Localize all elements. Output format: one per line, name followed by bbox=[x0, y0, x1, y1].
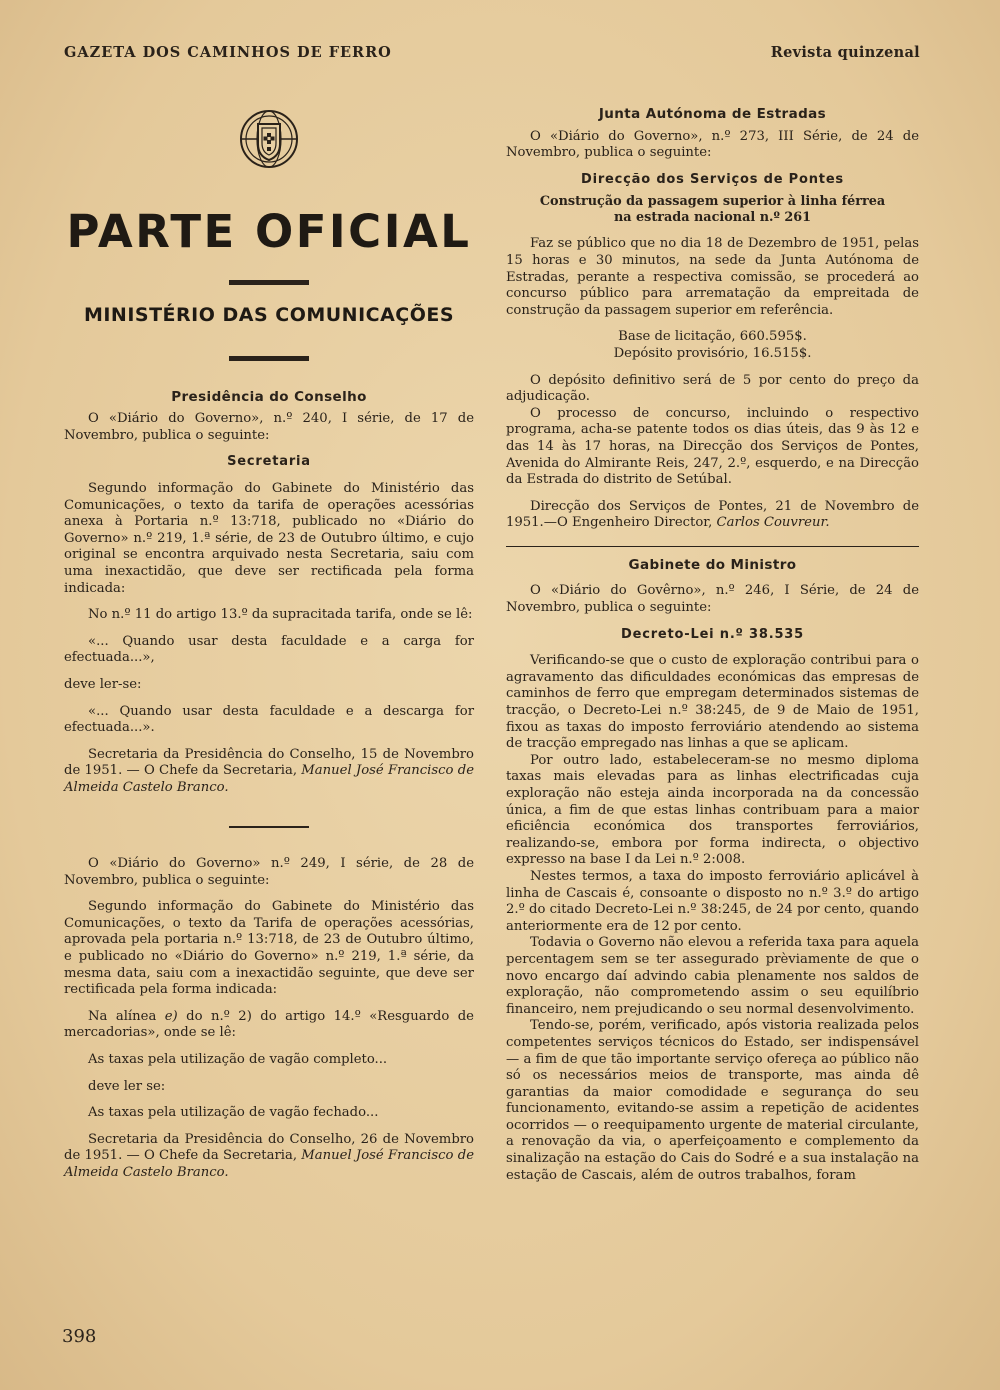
base-licitacao: Base de licitação, 660.595$. bbox=[618, 329, 807, 345]
ministry-title: MINISTÉRIO DAS COMUNICAÇÕES bbox=[83, 304, 455, 326]
decree-paragraph-2: Por outro lado, estabeleceram-se no mesmo diploma taxas mais elevadas para as linhas electrificadas cuja exploração não esteja ainda incorporada na da concessão única, a fim de que estas linhas contribuam para a maior eficiência económica dos transportes ferroviários, realizando-se, embora por forma indirecta, o objectivo expresso na base I da Lei n.º 2:008. bbox=[506, 752, 919, 868]
subheading-detail-line-2: na estrada nacional n.º 261 bbox=[613, 210, 812, 226]
signature-block-pontes bbox=[506, 499, 919, 532]
signature-name-2: Manuel José Francisco de Almeida Castelo Branco. bbox=[64, 1148, 474, 1180]
subheading-decreto: Decreto-Lei n.º 38.535 bbox=[621, 626, 804, 642]
signature-text-pontes: Direcção dos Serviços de Pontes, 21 de Novembro de 1951.—O Engenheiro Director, bbox=[506, 498, 919, 531]
paragraph-onde-se-le: No n.º 11 do artigo 13.º da supracitada tarifa, onde se lê: bbox=[88, 607, 473, 623]
subheading-detail-line-1: Construção da passagem superior à linha férrea bbox=[539, 194, 886, 210]
page-title: PARTE OFICIAL bbox=[66, 205, 472, 258]
paragraph-rectification-1: Segundo informação do Gabinete do Ministério das Comunicações, o texto da tarifa de operações acessórias anexa à Portaria n.º 13:718, publicado no «Diário do Governo» n.º 219, 1.ª série, de 23 de Outubro último, e cujo original se encontra arquivado nesta Secretaria, saiu com uma inexactidão, que deve ser rectificada pela forma indicada: bbox=[64, 480, 474, 596]
coat-of-arms-icon bbox=[238, 106, 300, 172]
intro-paragraph-1: O «Diário do Governo», n.º 240, I série, de 17 de Novembro, publica o seguinte: bbox=[64, 411, 474, 443]
left-column bbox=[64, 100, 474, 1181]
quote-original-2: As taxas pela utilização de vagão completo... bbox=[88, 1051, 388, 1067]
paragraph-concurso: Faz se público que no dia 18 de Dezembro de 1951, pelas 15 horas e 30 minutos, na sede da Junta Autónoma de Estradas, perante a respectiva comissão, se procederá ao concurso público para arrematação da empreitada de construção da passagem superior em referência. bbox=[506, 236, 919, 318]
quote-corrected-1: «... Quando usar desta faculdade e a descarga for efectuada...». bbox=[64, 703, 474, 736]
section-heading-presidencia: Presidência do Conselho bbox=[171, 388, 367, 405]
paragraph-deve-ler-se-2: deve ler se: bbox=[88, 1078, 166, 1094]
section-heading-junta: Junta Autónoma de Estradas bbox=[598, 106, 827, 122]
page-number: 398 bbox=[62, 1326, 97, 1347]
title-rule bbox=[229, 280, 309, 285]
decree-paragraph-5: Tendo-se, porém, verificado, após vistoria realizada pelos competentes serviços técnicos do Estado, ser indispensável — a fim de que tão importante serviço ofereça ao público não só os necessários meios de transporte, mas ainda dê garantias da maior comodidade e segurança do seu funcionamento, evitando-se assim a repetição de acidentes ocorridos — o reequipamento urgente de material circulante, a renovação da via, o aperfeiçoamento e complemento da sinalização na estação do Cais do Sodré e a sua instalação na estação de Cascais, além de outros trabalhos, foram bbox=[506, 1018, 919, 1183]
signature-text-2: Secretaria da Presidência do Conselho, 26 de Novembro de 1951. — O Chefe da Secretaria, bbox=[64, 1131, 474, 1164]
alinea-letter: e) bbox=[164, 1008, 178, 1024]
signature-name-pontes: Carlos Couvreur. bbox=[716, 515, 830, 531]
paragraph-processo: O processo de concurso, incluindo o respectivo programa, acha-se patente todos os dias úteis, das 9 às 12 e das 14 às 17 horas, na Direcção dos Serviços de Pontes, Avenida do Almirante Reis, 247, 2.º, esquerdo, e na Direcção da Estrada do distrito de Setúbal. bbox=[506, 405, 919, 488]
periodicity: Revista quinzenal bbox=[770, 44, 920, 61]
paragraph-deve-ler-se: deve ler-se: bbox=[64, 676, 142, 692]
alinea-text-a: Na alínea bbox=[88, 1008, 165, 1024]
journal-title: GAZETA DOS CAMINHOS DE FERRO bbox=[64, 44, 392, 61]
signature-block-1 bbox=[64, 747, 474, 797]
paragraph-alinea bbox=[64, 1009, 474, 1042]
right-column bbox=[506, 106, 919, 1184]
subheading-secretaria: Secretaria bbox=[227, 454, 311, 470]
signature-text-1: Secretaria da Presidência do Conselho, 15 de Novembro de 1951. — O Chefe da Secretaria, bbox=[64, 746, 474, 779]
intro-paragraph-2: O «Diário do Governo» n.º 249, I série, de 28 de Novembro, publica o seguinte: bbox=[64, 855, 474, 888]
subheading-pontes: Direcção dos Serviços de Pontes bbox=[581, 171, 844, 187]
alinea-text-b: do n.º 2) do artigo 14.º «Resguardo de mercadorias», onde se lê: bbox=[64, 1008, 474, 1041]
quote-original-1: «... Quando usar desta faculdade e a carga for efectuada...», bbox=[64, 633, 474, 666]
paragraph-rectification-2: Segundo informação do Gabinete do Ministério das Comunicações, o texto da Tarifa de operações acessórias, aprovada pela portaria n.º 13:718, de 23 de Outubro último, e publicado no «Diário do Governo» n.º 219, 1.ª série, da mesma data, saiu com a inexactidão seguinte, que deve ser rectificada pela forma indicada: bbox=[64, 899, 474, 998]
deposito-provisorio: Depósito provisório, 16.515$. bbox=[613, 345, 812, 361]
intro-paragraph-gabinete: O «Diário do Govêrno», n.º 246, I Série, de 24 de Novembro, publica o seguinte: bbox=[506, 583, 919, 616]
decree-paragraph-4: Todavia o Governo não elevou a referida taxa para aquela percentagem sem se ter assegurado prèviamente de que o novo encargo daí advindo cabia plenamente nos saldos de exploração, não comprometendo assim o seu equilíbrio financeiro, nem prejudicando o seu normal desenvolvimento. bbox=[506, 935, 919, 1017]
signature-name-1: Manuel José Francisco de Almeida Castelo Branco. bbox=[64, 763, 474, 795]
section-heading-gabinete: Gabinete do Ministro bbox=[628, 556, 797, 573]
intro-paragraph-junta: O «Diário do Governo», n.º 273, III Série, de 24 de Novembro, publica o seguinte: bbox=[506, 128, 919, 161]
signature-block-2 bbox=[64, 1132, 474, 1182]
decree-paragraph-1: Verificando-se que o custo de exploração contribui para o agravamento das dificuldades económicas das empresas de caminhos de ferro que empregam determinados sistemas de tracção, o Decreto-Lei n.º 38:245, de 9 de Maio de 1951, fixou as taxas do imposto ferroviário atendendo ao sistema de tracção empregado nas linhas a que se aplicam. bbox=[506, 653, 919, 752]
paragraph-deposito-definitivo: O depósito definitivo será de 5 por cento do preço da adjudicação. bbox=[506, 372, 919, 405]
decree-paragraph-3: Nestes termos, a taxa do imposto ferroviário aplicável à linha de Cascais é, consoante o disposto no n.º 3.º do artigo 2.º do citado Decreto-Lei n.º 38:245, de 24 por cento, quando anteriormente era de 12 por cento. bbox=[506, 868, 919, 934]
quote-corrected-2: As taxas pela utilização de vagão fechado... bbox=[88, 1105, 379, 1121]
crest bbox=[64, 106, 474, 176]
